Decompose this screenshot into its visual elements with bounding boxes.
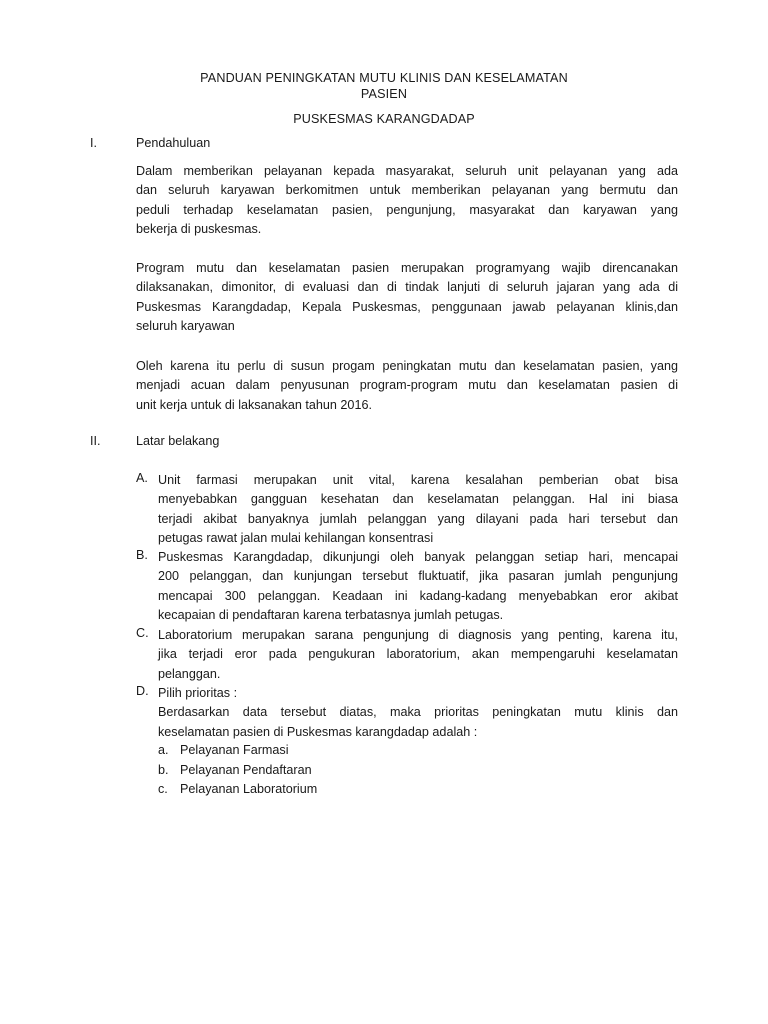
list-marker: C. [136,626,149,640]
paragraph-line: bekerja di puskesmas. [136,221,262,236]
paragraph-line: Dalam memberikan pelayanan kepada masyarakat, seluruh unit pelayanan yang ada [136,164,678,178]
list-marker: D. [136,684,149,698]
section1-number: I. [90,136,97,150]
document-title-line1: PANDUAN PENINGKATAN MUTU KLINIS DAN KESELAMATAN [200,71,568,85]
list-line: Puskesmas Karangdadap, dikunjungi oleh banyak pelanggan setiap hari, mencapai [158,550,678,564]
document-title-line2: PASIEN [360,87,408,101]
list-line: menyebabkan gangguan kesehatan dan keselamatan pelanggan. Hal ini biasa [158,492,678,507]
list-line: 200 pelanggan, dan kunjungan tersebut fluktuatif, jika pasaran jumlah pengunjung [158,569,678,584]
list-marker: B. [136,548,148,562]
list-line: Laboratorium merupakan sarana pengunjung di diagnosis yang penting, karena itu, [158,628,678,642]
list-line: kecapaian di pendaftaran karena terbatasnya jumlah petugas. [158,607,504,622]
section1-paragraph-2 [136,259,678,336]
paragraph-line: menjadi acuan dalam penyusunan program-program mutu dan keselamatan pasien di [136,378,678,393]
priority-label: Pelayanan Laboratorium [180,782,318,796]
paragraph-line: peduli terhadap keselamatan pasien, pengunjung, masyarakat dan karyawan yang [136,202,678,217]
section1-paragraph-1 [136,162,678,239]
paragraph-line: Program mutu dan keselamatan pasien merupakan programyang wajib direncanakan [136,261,678,275]
list-line: Unit farmasi merupakan unit vital, karena kesalahan pemberian obat bisa [158,473,678,487]
paragraph-line: Oleh karena itu perlu di susun progam peningkatan mutu dan keselamatan pasien, yang [136,359,678,373]
paragraph-line: seluruh karyawan [136,318,235,333]
paragraph-line: dilaksanakan, dimonitor, di evaluasi dan di tindak lanjuti di seluruh jajaran yang ada di [136,280,678,295]
priority-label: Pelayanan Pendaftaran [180,763,312,777]
list-item-body [158,626,678,684]
section2-number: II. [90,434,101,448]
section1-title: Pendahuluan [136,136,211,150]
list-line: mencapai 300 pelanggan. Keadaan ini kadang-kadang menyebabkan eror akibat [158,588,678,603]
list-item-body [158,684,678,742]
list-line: terjadi akibat banyaknya jumlah pelanggan yang dilayani pada hari tersebut dan [158,511,678,526]
list-line: Pilih prioritas : [158,686,238,700]
priority-marker: b. [158,763,169,777]
priority-marker: a. [158,743,169,757]
document-subtitle: PUSKESMAS KARANGDADAP [293,112,475,126]
list-line: Berdasarkan data tersebut diatas, maka prioritas peningkatan mutu klinis dan [158,705,678,720]
priority-marker: c. [158,782,168,796]
list-line: pelanggan. [158,666,221,681]
list-line: jika terjadi eror pada pengukuran laboratorium, akan mempengaruhi keselamatan [158,647,678,662]
list-item-body [158,548,678,625]
priority-label: Pelayanan Farmasi [180,743,289,757]
paragraph-line: Puskesmas Karangdadap, Kepala Puskesmas, penggunaan jawab pelayanan klinis,dan [136,299,678,314]
list-item-body [158,471,678,548]
list-marker: A. [136,471,148,485]
section2-title: Latar belakang [136,434,220,448]
paragraph-line: dan seluruh karyawan berkomitmen untuk memberikan pelayanan yang bermutu dan [136,183,678,198]
list-line: petugas rawat jalan mulai kehilangan konsentrasi [158,530,434,545]
paragraph-line: unit kerja untuk di laksanakan tahun 2016. [136,397,372,412]
list-line: keselamatan pasien di Puskesmas karangdadap adalah : [158,724,478,739]
section1-paragraph-3 [136,357,678,415]
